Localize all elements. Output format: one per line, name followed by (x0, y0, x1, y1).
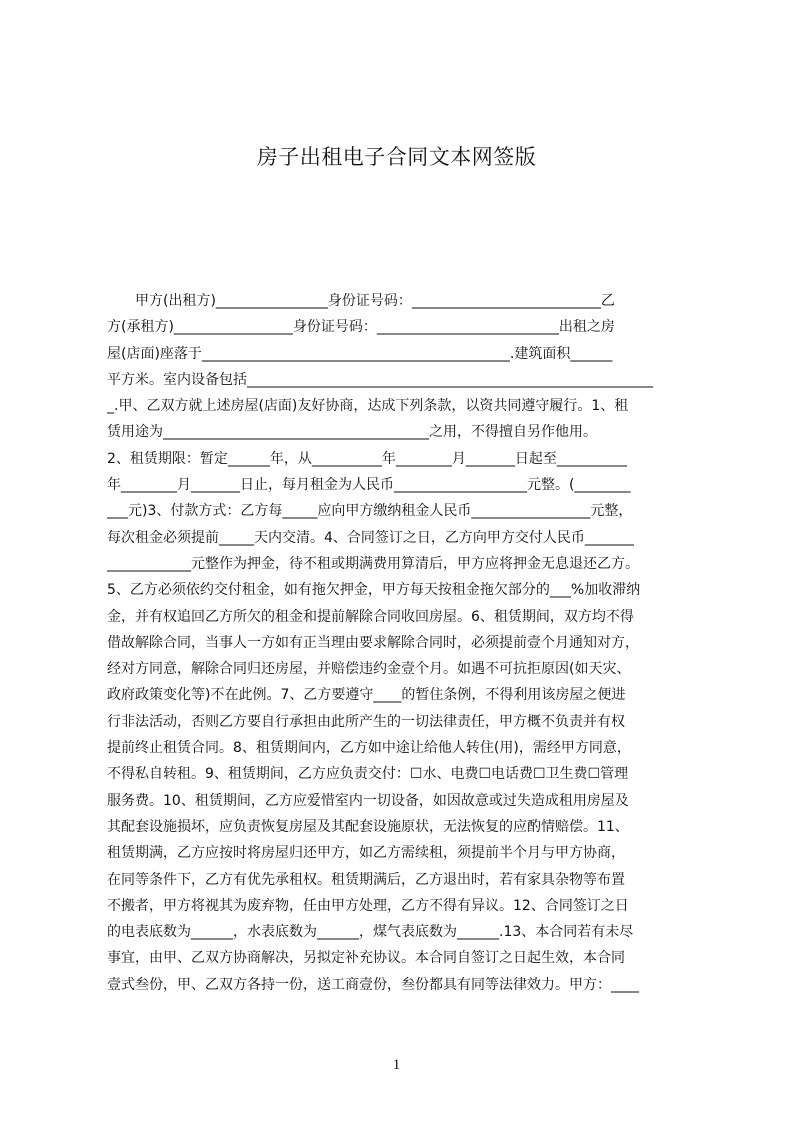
body-line: 金，并有权追回乙方所欠的租金和提前解除合同收回房屋。6、租赁期间，双方均不得 (107, 608, 634, 625)
body-line: 借故解除合同，当事人一方如有正当理由要求解除合同时，必须提前壹个月通知对方， (107, 634, 639, 651)
body-line: _.甲、乙双方就上述房屋(店面)友好协商，达成下列条款，以资共同遵守履行。1、租 (107, 398, 629, 415)
body-line: 行非法活动，否则乙方要自行承担由此所产生的一切法律责任，甲方概不负责并有权 (107, 713, 625, 730)
body-line: 甲方(出租方)________________身份证号码：___________________________乙 (107, 293, 615, 309)
body-line: 5、乙方必须依约交付租金，如有拖欠押金，甲方每天按租金拖欠部分的___%加收滞纳 (107, 582, 641, 599)
body-line: 2、租赁期限：暂定______年，从__________年________月_______日起至__________ (107, 450, 627, 467)
body-line: 租赁期满，乙方应按时将房屋归还甲方，如乙方需续租，须提前半个月与甲方协商， (107, 845, 625, 862)
body-line: 政府政策变化等)不在此例。7、乙方要遵守____的暂住条例，不得利用该房屋之便进 (107, 687, 626, 704)
body-line: 赁用途为______________________________________之用，不得擅自另作他用。 (107, 424, 597, 441)
body-line: 不搬者，甲方将视其为废弃物，任由甲方处理，乙方不得有异议。12、合同签订之日 (107, 897, 629, 914)
contract-body (107, 291, 698, 1001)
body-line: 方(承租方)_________________身份证号码：__________________________出租之房 (107, 319, 615, 336)
body-line: 的电表底数为______，水表底数为______，煤气表底数为______.13、本合同若有未尽 (107, 924, 634, 941)
body-line: 年________月_______日止，每月租金为人民币___________________元整。(________ (107, 477, 631, 494)
document-title: 房子出租电子合同文本网签版 (256, 145, 537, 169)
body-line: 平方米。室内设备包括__________________________________________________________ (107, 371, 653, 388)
body-line: 在同等条件下，乙方有优先承租权。租赁期满后，乙方退出时，若有家具杂物等布置 (107, 871, 625, 888)
body-line: 壹式叁份，甲、乙双方各持一份，送工商壹份，叁份都具有同等法律效力。甲方：____ (107, 976, 639, 993)
body-line: 经对方同意，解除合同归还房屋，并赔偿违约金壹个月。如遇不可抗拒原因(如天灾、 (107, 661, 631, 678)
page-number: 1 (392, 1057, 401, 1073)
body-line: 提前终止租赁合同。8、租赁期间内，乙方如中途让给他人转住(用)，需经甲方同意， (107, 740, 631, 757)
body-line: 其配套设施损坏，应负责恢复房屋及其配套设施原状，无法恢复的应酌情赔偿。11、 (107, 818, 629, 835)
body-line: 屋(店面)座落于____________________________________________.建筑面积______ (107, 345, 613, 362)
body-line: ____________元整作为押金，待不租或期满费用算清后，甲方应将押金无息退还乙方。 (107, 555, 639, 572)
body-line: 服务费。10、租赁期间，乙方应爱惜室内一切设备，如因故意或过失造成租用房屋及 (107, 792, 629, 809)
body-line: 每次租金必须提前_____天内交清。4、合同签订之日，乙方向甲方交付人民币_______ (107, 529, 634, 546)
body-line: ___元)3、付款方式：乙方每_____应向甲方缴纳租金人民币_________________元整， (107, 503, 633, 520)
body-line: 不得私自转租。9、租赁期间，乙方应负责交付：☐水、电费☐电话费☐卫生费☐管理 (107, 766, 629, 783)
body-line: 事宜，由甲、乙双方协商解决，另拟定补充协议。本合同自签订之日起生效，本合同 (107, 950, 625, 967)
